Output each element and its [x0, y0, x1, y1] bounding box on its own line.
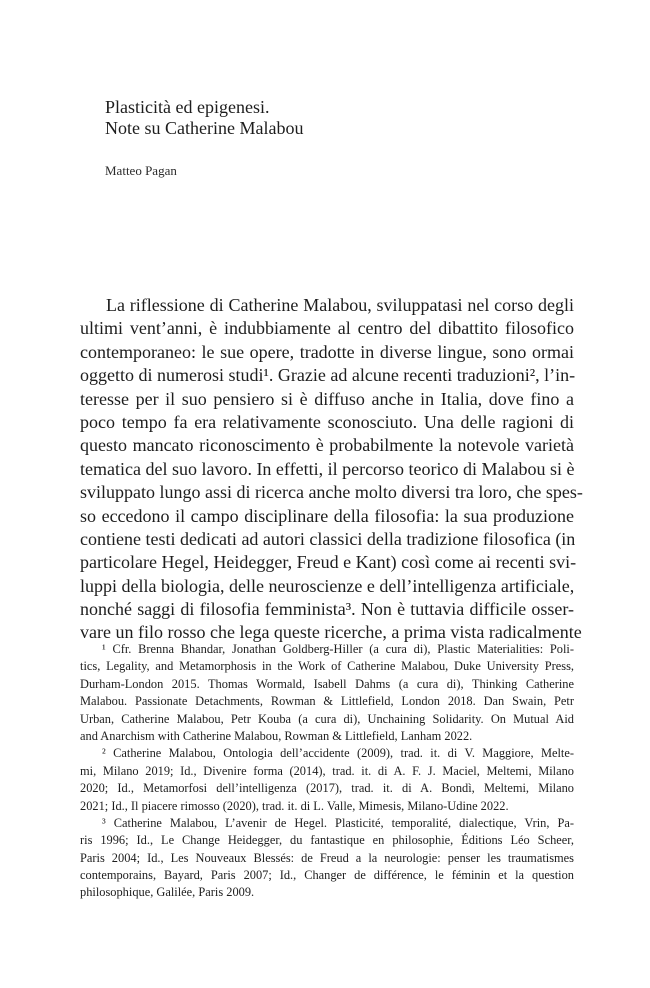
article-title	[105, 97, 303, 139]
body-line: poco tempo fa era relativamente sconosciuto. Una delle ragioni di	[80, 411, 574, 432]
footnotes	[80, 641, 574, 902]
footnote-1-line: Urban, Catherine Malabou, Petr Kouba (a cura di), Unchaining Solidarity. On Mutual Aid	[80, 711, 574, 726]
footnote-2-line: 2021; Id., Il piacere rimosso (2020), trad. it. di L. Valle, Mimesis, Milano-Udine 2022.	[80, 798, 509, 813]
footnote-1-line: Malabou. Passionate Detachments, Rowman & Littlefield, London 2018. Dan Swain, Petr	[80, 694, 574, 709]
body-line: oggetto di numerosi studi¹. Grazie ad alcune recenti traduzioni², l’in-	[80, 365, 576, 386]
body-line: tematica del suo lavoro. In effetti, il percorso teorico di Malabou si è	[80, 458, 575, 479]
footnote-1-line: Durham-London 2015. Thomas Wormald, Isabell Dahms (a cura di), Thinking Catherine	[80, 676, 574, 691]
body-line: nonché saggi di filosofia femminista³. Non è tuttavia difficile osser-	[80, 599, 574, 620]
footnote-1-line: ¹ Cfr. Brenna Bhandar, Jonathan Goldberg-Hiller (a cura di), Plastic Materialities: Poli-	[102, 642, 574, 656]
footnote-2-line: 2020; Id., Metamorfosi dell’intelligenza (2017), trad. it. di A. Bondì, Meltemi, Milano	[80, 781, 574, 796]
body-line: questo mancato riconoscimento è probabilmente la notevole varietà	[80, 435, 574, 456]
footnote-3-line: Paris 2004; Id., Les Nouveaux Blessés: de Freud a la neurologie: penser les traumatismes	[80, 850, 574, 865]
footnote-2-line: ² Catherine Malabou, Ontologia dell’accidente (2009), trad. it. di V. Maggiore, Melte-	[102, 746, 574, 761]
footnote-3-line: contemporains, Bayard, Paris 2007; Id., Changer de différence, le féminin et la question	[80, 868, 574, 883]
body-paragraph	[80, 294, 583, 645]
body-line: sviluppato lungo assi di ricerca anche molto diversi tra loro, che spes-	[80, 482, 583, 503]
footnote-2-line: mi, Milano 2019; Id., Divenire forma (2014), trad. it. di A. F. J. Maciel, Meltemi, Milano	[80, 763, 574, 778]
body-line: particolare Hegel, Heidegger, Freud e Kant) così come ai recenti svi-	[80, 552, 577, 573]
footnote-3-line: ³ Catherine Malabou, L’avenir de Hegel. Plasticité, temporalité, dialectique, Vrin, Pa-	[102, 815, 574, 830]
body-line: ultimi vent’anni, è indubbiamente al centro del dibattito filosofico	[80, 318, 574, 339]
body-line: contemporaneo: le sue opere, tradotte in diverse lingue, sono ormai	[80, 341, 574, 362]
title-line-1: Plasticità ed epigenesi.	[105, 97, 270, 117]
body-line: contiene testi dedicati ad autori classici della tradizione filosofica (in	[80, 528, 576, 549]
title-line-2: Note su Catherine Malabou	[105, 118, 304, 138]
footnote-1-line: tics, Legality, and Metamorphosis in the Work of Catherine Malabou, Duke University Press,	[80, 659, 574, 674]
body-line: vare un filo rosso che lega queste ricerche, a prima vista radicalmente	[80, 622, 582, 643]
footnote-3-line: ris 1996; Id., Le Change Heidegger, du fantastique en philosophie, Éditions Léo Scheer,	[80, 833, 574, 848]
body-line: La riflessione di Catherine Malabou, sviluppatasi nel corso degli	[106, 295, 574, 315]
footnote-3-line: philosophique, Galilée, Paris 2009.	[80, 885, 255, 900]
body-line: teresse per il suo pensiero si è diffuso anche in Italia, dove fino a	[80, 388, 574, 409]
body-line: so eccedono il campo disciplinare della filosofia: la sua produzione	[80, 505, 574, 526]
author-name: Matteo Pagan	[105, 163, 177, 178]
body-line: luppi della biologia, delle neuroscienze e dell’intelligenza artificiale,	[80, 575, 575, 596]
footnote-1-line: and Anarchism with Catherine Malabou, Rowman & Littlefield, Lanham 2022.	[80, 728, 473, 743]
